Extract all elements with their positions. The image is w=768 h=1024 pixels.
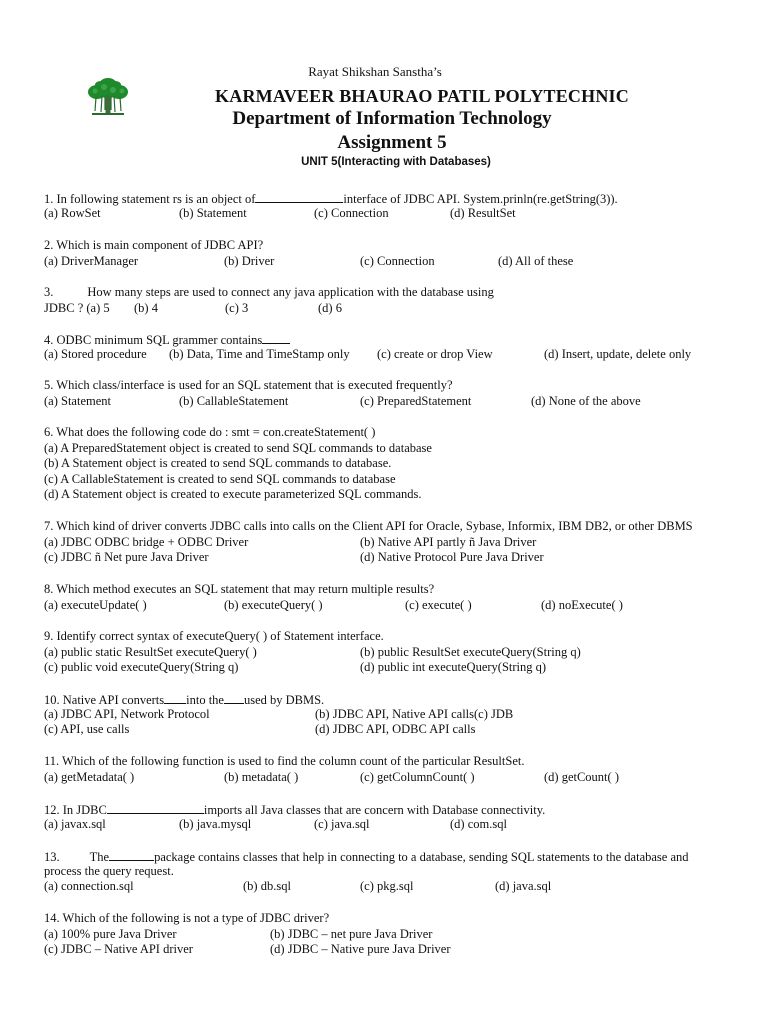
option-b: (b) JDBC API, Native API calls(c) JDB bbox=[315, 706, 514, 721]
answer-blank bbox=[164, 691, 186, 704]
question-text: 5. Which class/interface is used for an SQL statement that is executed frequently? bbox=[44, 378, 453, 392]
answer-blank bbox=[224, 691, 244, 704]
answer-blank bbox=[109, 848, 154, 861]
option-c: (c) A CallableStatement is created to send SQL commands to database bbox=[44, 471, 396, 486]
option-b: (b) db.sql bbox=[243, 879, 291, 894]
option-d: (d) 6 bbox=[318, 300, 342, 315]
option-c: (c) public void executeQuery(String q) bbox=[44, 660, 239, 675]
option-b: (b) executeQuery( ) bbox=[224, 597, 323, 612]
option-d: (d) A Statement object is created to execute parameterized SQL commands. bbox=[44, 487, 422, 502]
question-2 bbox=[44, 238, 744, 269]
option-d: (d) Native Protocol Pure Java Driver bbox=[360, 550, 544, 565]
option-a: (a) A PreparedStatement object is created to send SQL commands to database bbox=[44, 440, 432, 455]
question-6 bbox=[44, 425, 744, 503]
option-a: (a) getMetadata( ) bbox=[44, 769, 135, 784]
question-text: How many steps are used to connect any java application with the database using bbox=[87, 285, 494, 299]
option-d: (d) getCount( ) bbox=[544, 769, 619, 784]
answer-blank bbox=[107, 801, 204, 814]
option-b: (b) metadata( ) bbox=[224, 769, 299, 784]
unit-title: UNIT 5(Interacting with Databases) bbox=[301, 156, 491, 168]
option-d: (d) noExecute( ) bbox=[541, 597, 623, 612]
option-a: (a) RowSet bbox=[44, 205, 101, 220]
option-c: (c) Connection bbox=[360, 253, 435, 268]
option-b: (b) Statement bbox=[179, 205, 247, 220]
option-b: (b) CallableStatement bbox=[179, 393, 289, 408]
question-text: 7. Which kind of driver converts JDBC calls into calls on the Client API for Oracle, Sybase, Informix, IBM DB2, or other DBMS bbox=[44, 519, 693, 533]
option-a: (a) executeUpdate( ) bbox=[44, 597, 147, 612]
option-c: (c) execute( ) bbox=[405, 597, 472, 612]
question-text: 4. ODBC minimum SQL grammer contains bbox=[44, 333, 263, 347]
question-5 bbox=[44, 378, 744, 409]
option-a: (a) connection.sql bbox=[44, 879, 134, 894]
question-9 bbox=[44, 629, 744, 676]
option-c: (c) Connection bbox=[314, 205, 389, 220]
question-number: 3. bbox=[44, 285, 54, 299]
question-text: 9. Identify correct syntax of executeQuery( ) of Statement interface. bbox=[44, 629, 384, 643]
option-a: (a) DriverManager bbox=[44, 253, 139, 268]
option-b: (b) Data, Time and TimeStamp only bbox=[169, 346, 350, 361]
option-d: (d) Insert, update, delete only bbox=[544, 346, 692, 361]
option-d: (d) java.sql bbox=[495, 879, 552, 894]
option-c: (c) 3 bbox=[225, 300, 249, 315]
question-7 bbox=[44, 519, 744, 566]
option-a: (a) public static ResultSet executeQuery( ) bbox=[44, 644, 257, 659]
option-c: (c) pkg.sql bbox=[360, 879, 414, 894]
option-b: (b) JDBC – net pure Java Driver bbox=[270, 926, 433, 941]
option-c: (c) create or drop View bbox=[377, 346, 493, 361]
department-title: Department of Information Technology bbox=[232, 108, 552, 129]
option-a: (a) JDBC API, Network Protocol bbox=[44, 706, 210, 721]
question-4 bbox=[44, 331, 744, 362]
question-1 bbox=[44, 190, 744, 221]
question-text: 12. In JDBC bbox=[44, 803, 107, 817]
option-b: (b) public ResultSet executeQuery(String q) bbox=[360, 644, 581, 659]
question-text-continued: JDBC ? (a) 5 bbox=[44, 300, 110, 315]
college-name: KARMAVEER BHAURAO PATIL POLYTECHNIC bbox=[215, 86, 629, 106]
question-text: into the bbox=[186, 693, 224, 707]
option-d: (d) JDBC – Native pure Java Driver bbox=[270, 942, 451, 957]
option-b: (b) java.mysql bbox=[179, 816, 252, 831]
option-a: (a) Stored procedure bbox=[44, 346, 147, 361]
option-c: (c) JDBC – Native API driver bbox=[44, 942, 193, 957]
question-3 bbox=[44, 285, 744, 316]
option-b: (b) 4 bbox=[134, 300, 158, 315]
assignment-title: Assignment 5 bbox=[337, 132, 447, 153]
question-text: 11. Which of the following function is used to find the column count of the particular ResultSet. bbox=[44, 754, 525, 768]
option-b: (b) Native API partly ñ Java Driver bbox=[360, 534, 537, 549]
question-11 bbox=[44, 754, 744, 785]
question-text: 14. Which of the following is not a type of JDBC driver? bbox=[44, 911, 330, 925]
option-c: (c) PreparedStatement bbox=[360, 393, 472, 408]
option-c: (c) JDBC ñ Net pure Java Driver bbox=[44, 550, 209, 565]
option-d: (d) None of the above bbox=[531, 393, 641, 408]
question-text: package contains classes that help in connecting to a database, sending SQL statements to the database and bbox=[154, 850, 689, 864]
question-text-continued: process the query request. bbox=[44, 863, 174, 878]
question-text: The bbox=[89, 850, 110, 864]
option-d: (d) ResultSet bbox=[450, 205, 516, 220]
question-13 bbox=[44, 848, 744, 895]
option-a: (a) Statement bbox=[44, 393, 111, 408]
option-c: (c) java.sql bbox=[314, 816, 370, 831]
question-12 bbox=[44, 801, 744, 832]
answer-blank bbox=[262, 331, 290, 344]
option-d: (d) com.sql bbox=[450, 816, 507, 831]
question-8 bbox=[44, 582, 744, 613]
question-14 bbox=[44, 911, 744, 958]
option-d: (d) public int executeQuery(String q) bbox=[360, 660, 547, 675]
question-text: 8. Which method executes an SQL statement that may return multiple results? bbox=[44, 582, 435, 596]
option-a: (a) javax.sql bbox=[44, 816, 106, 831]
question-text: interface of JDBC API. System.prinln(re.getString(3)). bbox=[343, 192, 618, 206]
question-text: imports all Java classes that are concern with Database connectivity. bbox=[203, 803, 546, 817]
option-d: (d) JDBC API, ODBC API calls bbox=[315, 722, 476, 737]
question-text: 6. What does the following code do : smt = con.createStatement( ) bbox=[44, 425, 376, 439]
option-c: (c) getColumnCount( ) bbox=[360, 769, 475, 784]
question-text: used by DBMS. bbox=[243, 693, 325, 707]
question-number: 13. bbox=[44, 850, 60, 864]
question-text: 1. In following statement rs is an object of bbox=[44, 192, 256, 206]
question-text: 2. Which is main component of JDBC API? bbox=[44, 238, 264, 252]
option-a: (a) JDBC ODBC bridge + ODBC Driver bbox=[44, 534, 249, 549]
question-text: 10. Native API converts bbox=[44, 693, 165, 707]
option-c: (c) API, use calls bbox=[44, 722, 130, 737]
option-b: (b) A Statement object is created to send SQL commands to database. bbox=[44, 456, 392, 471]
question-10 bbox=[44, 691, 744, 738]
option-a: (a) 100% pure Java Driver bbox=[44, 926, 177, 941]
option-b: (b) Driver bbox=[224, 253, 275, 268]
option-d: (d) All of these bbox=[498, 253, 574, 268]
answer-blank bbox=[255, 190, 343, 203]
society-name: Rayat Shikshan Sanstha’s bbox=[308, 64, 442, 79]
